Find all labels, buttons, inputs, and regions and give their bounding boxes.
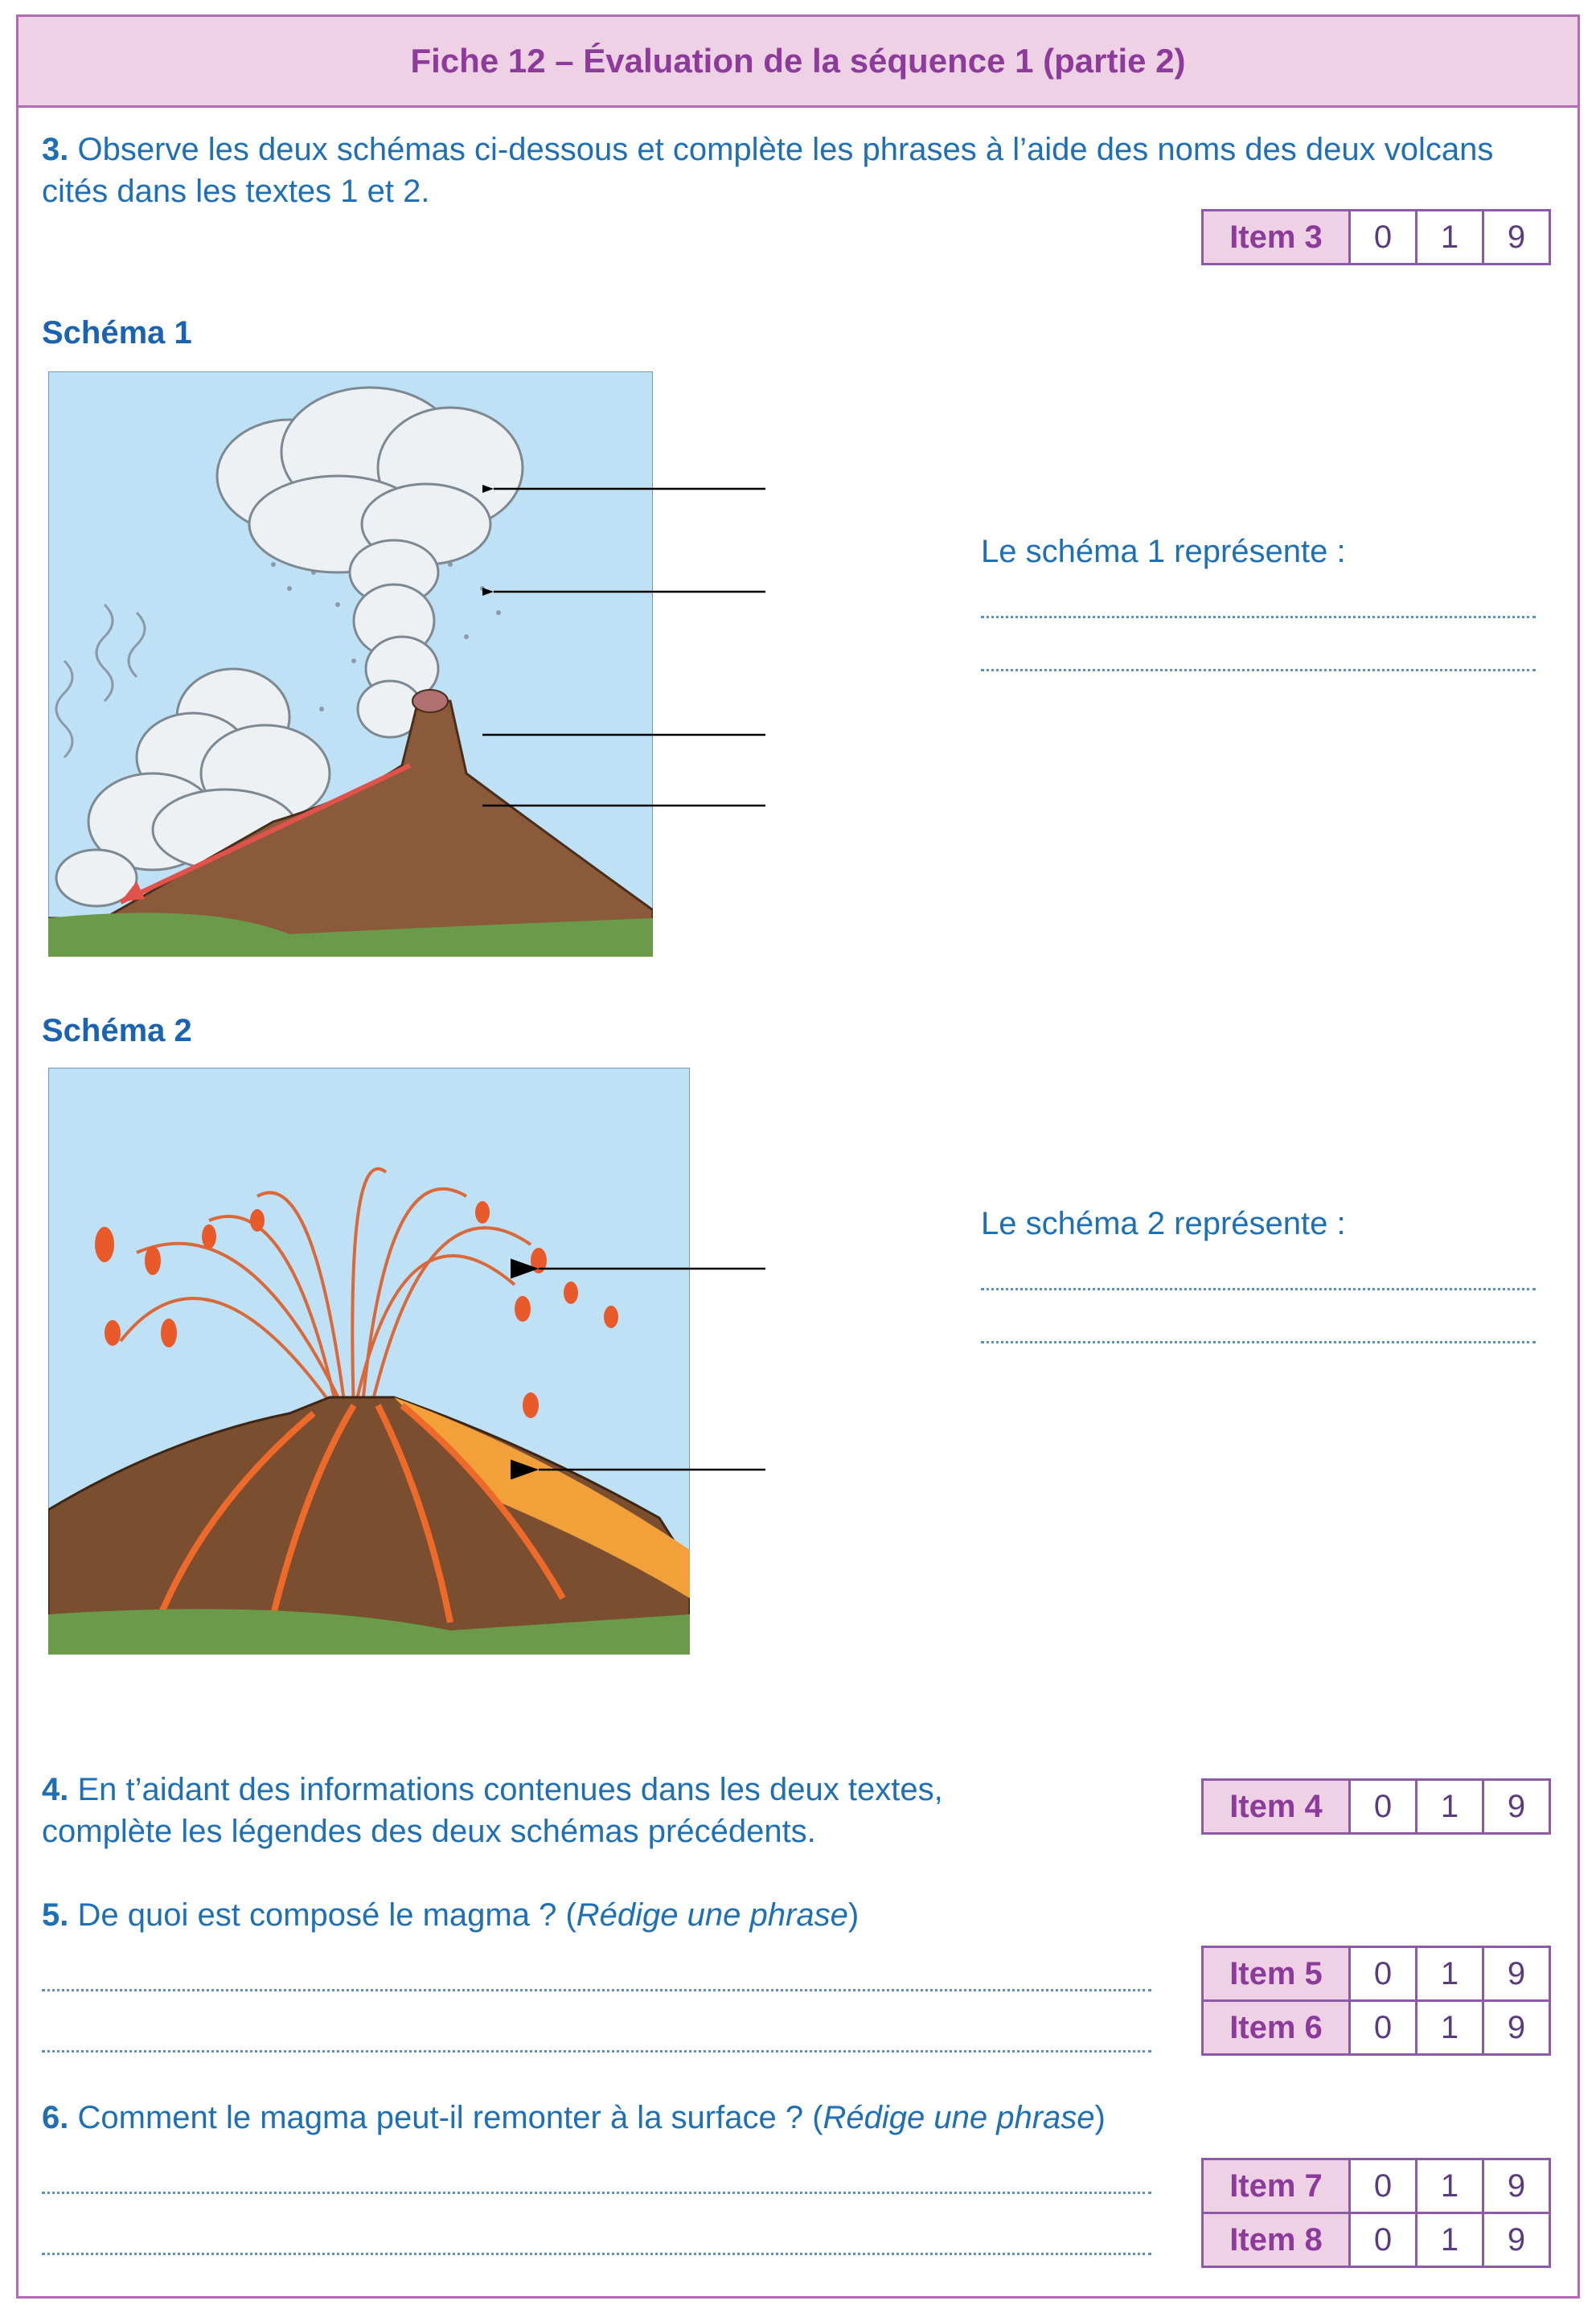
score-0-box[interactable]: 0 [1350, 2213, 1417, 2267]
question-5 [42, 1894, 1167, 1936]
item-label: Item 6 [1203, 2001, 1350, 2055]
answer-line[interactable] [42, 1989, 1151, 1991]
score-0-box[interactable]: 0 [1350, 1780, 1417, 1834]
schema-2-arrows [482, 1254, 772, 1479]
schema-1-label: Schéma 1 [42, 315, 192, 351]
score-0-box[interactable]: 0 [1350, 2001, 1417, 2055]
question-3-text: Observe les deux schémas ci-dessous et complète les phrases à l’aide des noms des deux volcans [77, 132, 1494, 167]
question-3 [42, 129, 1569, 212]
score-9-box[interactable]: 9 [1483, 211, 1550, 265]
score-9-box[interactable]: 9 [1483, 2001, 1550, 2055]
score-1-box[interactable]: 1 [1417, 2159, 1483, 2213]
question-6-text: Comment le magma peut-il remonter à la surface ? ( [77, 2100, 823, 2135]
score-0-box[interactable]: 0 [1350, 211, 1417, 265]
item-label: Item 5 [1203, 1947, 1350, 2001]
answer-line[interactable] [42, 2050, 1151, 2053]
worksheet-header [18, 17, 1578, 108]
question-6 [42, 2097, 1167, 2139]
score-1-box[interactable]: 1 [1417, 1780, 1483, 1834]
question-3-number: 3. [42, 132, 69, 167]
score-1-box[interactable]: 1 [1417, 1947, 1483, 2001]
items-7-8-score [1201, 2158, 1551, 2268]
score-9-box[interactable]: 9 [1483, 1780, 1550, 1834]
question-6-close: ) [1094, 2100, 1106, 2135]
score-0-box[interactable]: 0 [1350, 1947, 1417, 2001]
answer-line[interactable] [981, 1341, 1536, 1343]
item-4-score [1201, 1778, 1551, 1835]
question-3-text-line2: cités dans les textes 1 et 2. [42, 174, 430, 209]
answer-line[interactable] [981, 669, 1536, 671]
question-6-number: 6. [42, 2100, 69, 2135]
question-4-number: 4. [42, 1772, 69, 1807]
score-1-box[interactable]: 1 [1417, 211, 1483, 265]
question-5-number: 5. [42, 1897, 69, 1933]
items-5-6-score [1201, 1946, 1551, 2056]
question-5-close: ) [847, 1897, 860, 1933]
item-3-score [1201, 209, 1551, 265]
item-label: Item 8 [1203, 2213, 1350, 2267]
score-1-box[interactable]: 1 [1417, 2001, 1483, 2055]
item-label: Item 7 [1203, 2159, 1350, 2213]
question-5-instruction: Rédige une phrase [576, 1897, 848, 1933]
question-5-text: De quoi est composé le magma ? ( [77, 1897, 576, 1933]
worksheet-title: Fiche 12 – Évaluation de la séquence 1 (partie 2) [410, 42, 1186, 80]
answer-line[interactable] [981, 616, 1536, 618]
score-1-box[interactable]: 1 [1417, 2213, 1483, 2267]
answer-line[interactable] [42, 2192, 1151, 2194]
question-4 [42, 1769, 1167, 1852]
item-label: Item 3 [1203, 211, 1350, 265]
schema-2-caption: Le schéma 2 représente : [981, 1206, 1346, 1241]
answer-line[interactable] [981, 1288, 1536, 1290]
schema-1-caption: Le schéma 1 représente : [981, 534, 1346, 569]
score-0-box[interactable]: 0 [1350, 2159, 1417, 2213]
question-4-text: En t’aidant des informations contenues dans les deux textes, [77, 1772, 943, 1807]
score-9-box[interactable]: 9 [1483, 1947, 1550, 2001]
score-9-box[interactable]: 9 [1483, 2213, 1550, 2267]
answer-line[interactable] [42, 2253, 1151, 2255]
item-label: Item 4 [1203, 1780, 1350, 1834]
score-9-box[interactable]: 9 [1483, 2159, 1550, 2213]
schema-1-arrows [482, 474, 772, 828]
question-4-text-line2: complète les légendes des deux schémas précédents. [42, 1814, 816, 1849]
schema-2-label: Schéma 2 [42, 1013, 192, 1048]
question-6-instruction: Rédige une phrase [823, 2100, 1095, 2135]
